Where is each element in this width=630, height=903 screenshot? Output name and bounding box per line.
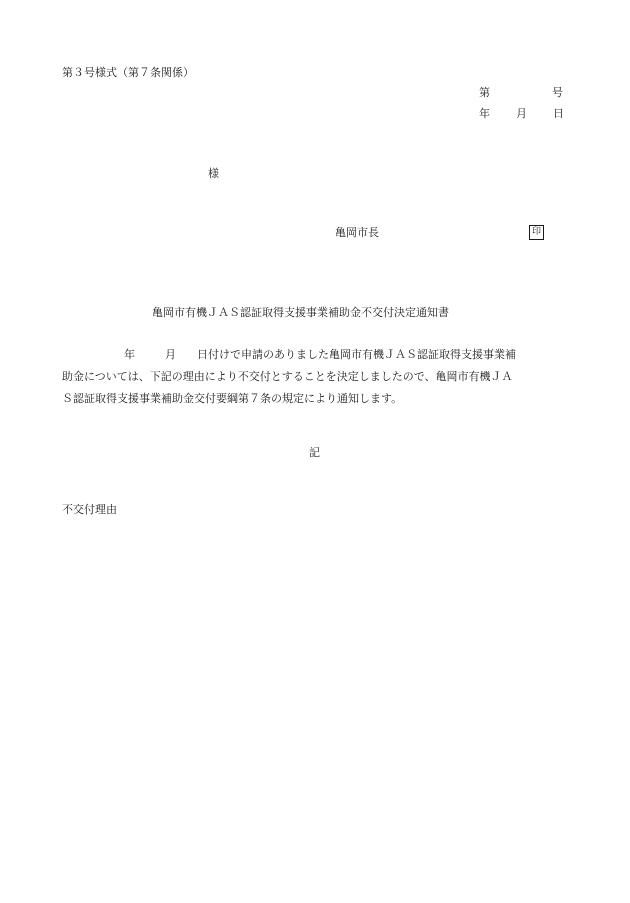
seal-mark: 印: [529, 225, 544, 240]
ki-heading: 記: [309, 446, 320, 459]
body-line-1-text: 日付けで申請のありました亀岡市有機ＪＡＳ認証取得支援事業補: [197, 348, 516, 361]
date-month-label: 月: [516, 107, 527, 120]
document-title: 亀岡市有機ＪＡＳ認証取得支援事業補助金不交付決定通知書: [152, 306, 449, 319]
document-number-prefix: 第: [479, 86, 490, 99]
addressee-honorific: 様: [208, 167, 219, 180]
body-paragraph-line-1: [62, 348, 516, 362]
document-number-suffix: 号: [552, 86, 563, 99]
body-month-label: 月: [165, 348, 176, 361]
body-paragraph-line-3: Ｓ認証取得支援事業補助金交付要綱第７条の規定により通知します。: [62, 392, 403, 405]
body-paragraph-line-2: 助金については、下記の理由により不交付とすることを決定しましたので、亀岡市有機ＪＡ: [62, 370, 513, 383]
issuer-title: 亀岡市長: [335, 226, 379, 239]
body-year-label: 年: [124, 348, 135, 361]
form-number: 第３号様式（第７条関係）: [62, 66, 194, 79]
date-year-label: 年: [479, 107, 490, 120]
non-grant-reason-label: 不交付理由: [62, 503, 117, 516]
date-day-label: 日: [553, 107, 564, 120]
